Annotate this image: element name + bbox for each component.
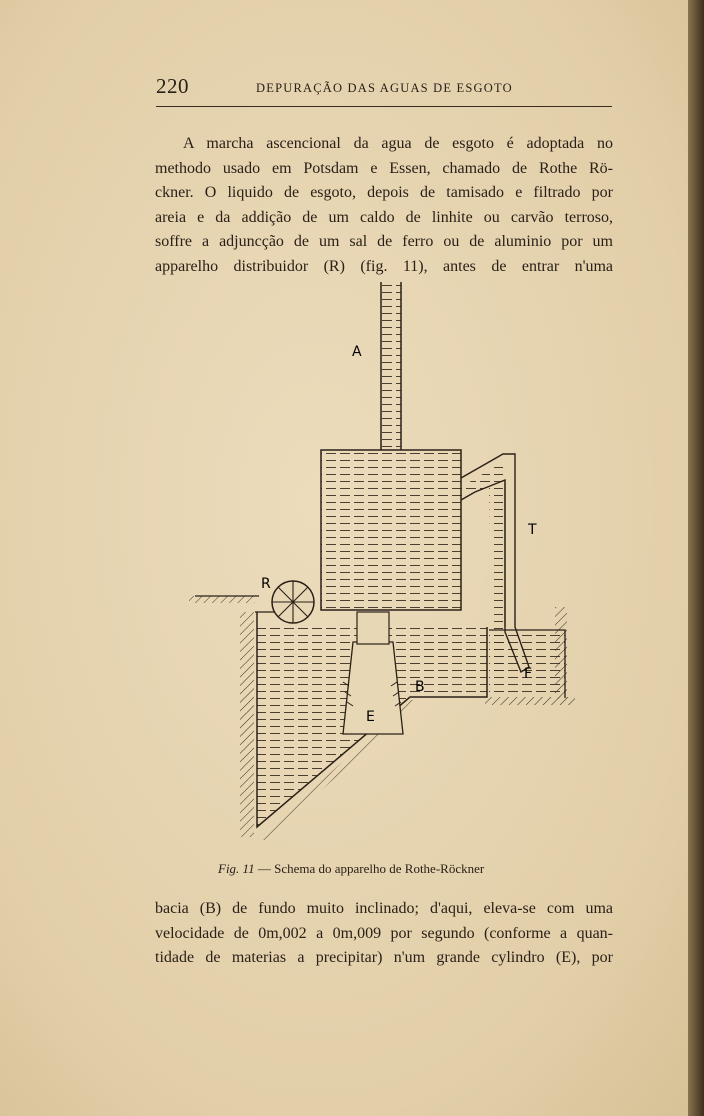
paragraph-2 — [155, 897, 613, 971]
text-line: soffre a adjuncção de um sal de ferro ou de aluminio por um — [155, 233, 613, 250]
label-f: F — [524, 666, 533, 682]
paragraph-1 — [155, 132, 613, 279]
text-line: ckner. O liquido de esgoto, depois de tamisado e filtrado por — [155, 184, 613, 201]
label-r: R — [261, 576, 271, 592]
caption-text: — Schema do apparelho de Rothe-Röckner — [254, 861, 485, 876]
book-spine-shadow — [688, 0, 704, 1116]
running-title: DEPURAÇÃO DAS AGUAS DE ESGOTO — [256, 81, 513, 95]
text-line: A marcha ascencional da agua de esgoto é adoptada no — [183, 135, 613, 152]
basin-b — [195, 596, 487, 827]
label-e: E — [366, 709, 375, 725]
page-header — [156, 74, 612, 102]
text-line: tidade de materias a precipitar) n'um grande cylindro (E), por — [155, 949, 613, 966]
figure-caption — [218, 861, 484, 877]
label-b: B — [415, 679, 425, 695]
pipe-a — [381, 282, 401, 450]
label-a: A — [352, 344, 362, 360]
header-rule — [156, 106, 612, 107]
main-tank — [321, 450, 461, 610]
caption-figure-number: Fig. 11 — [218, 861, 255, 876]
label-t: T — [528, 522, 537, 538]
text-line: bacia (B) de fundo muito inclinado; d'aqui, eleva-se com uma — [155, 900, 613, 917]
text-line: velocidade de 0m,002 a 0m,009 por segundo (conforme a quan- — [155, 924, 613, 942]
page-number: 220 — [156, 74, 189, 98]
distributor-wheel-r — [272, 581, 314, 623]
text-line: apparelho distribuidor (R) (fig. 11), antes de entrar n'uma — [155, 257, 613, 275]
rothe-rockner-diagram — [185, 282, 585, 852]
text-line: methodo usado em Potsdam e Essen, chamado de Rothe Rö- — [155, 159, 613, 177]
text-line: areia e da addição de um caldo de linhite ou carvão terroso, — [155, 208, 613, 226]
